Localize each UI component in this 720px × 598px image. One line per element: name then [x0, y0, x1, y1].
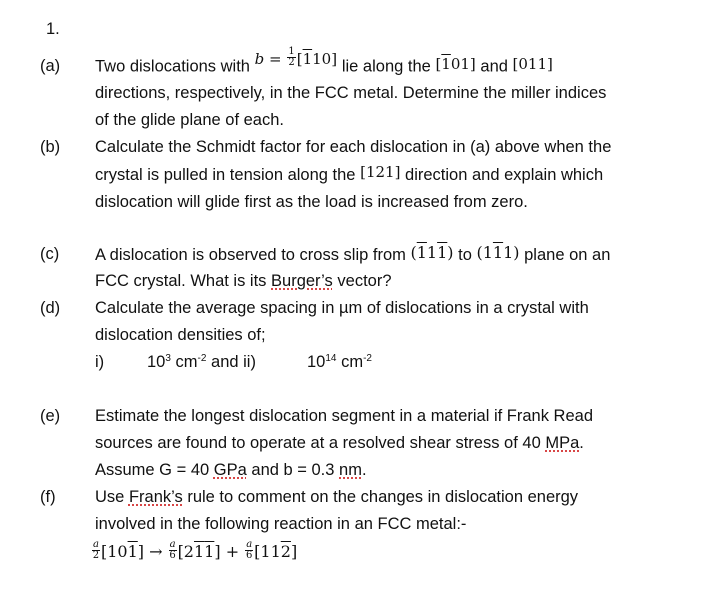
fraction-a-6: $\frac{a}{6}$	[245, 539, 253, 561]
part-c-text: vector?	[337, 272, 392, 290]
part-b-text: direction and explain which	[405, 166, 604, 184]
unit-nm: nm	[339, 461, 362, 479]
sub-label-i: i)	[95, 353, 105, 371]
fraction-numerator: 1	[288, 46, 295, 57]
plane-2: (111)	[476, 243, 520, 262]
b-symbol: b	[254, 49, 265, 68]
part-b-text: crystal is pulled in tension along the	[95, 166, 356, 184]
equals-sign: =	[268, 49, 282, 68]
part-e-text: Assume G = 40	[95, 461, 210, 479]
part-a-label: (a)	[40, 57, 61, 75]
part-b-line-1: Calculate the Schmidt factor for each dislocation in (a) above when the	[95, 138, 612, 156]
unit-gpa: GPa	[213, 461, 247, 479]
part-c-text: to	[458, 246, 472, 264]
part-a-line-3: of the glide plane of each.	[95, 111, 284, 129]
period: .	[361, 461, 367, 479]
part-b-line-2	[95, 163, 604, 185]
part-e-line-3	[95, 461, 367, 480]
density-1: $10^3$ $cm^{-2}$ and ii)	[147, 353, 256, 371]
unit-mpa: MPa	[545, 434, 580, 452]
fraction-a-6: $\frac{a}{6}$	[169, 539, 176, 561]
part-d-line-3	[95, 353, 372, 372]
fraction-denominator: 2	[288, 57, 295, 68]
arrow: →	[149, 542, 163, 561]
franks-word: Frank’s	[128, 488, 183, 506]
part-c-label: (c)	[40, 245, 60, 263]
part-a-line-2: directions, respectively, in the FCC metal. Determine the miller indices	[95, 84, 607, 102]
dislocation-reaction: $\frac{a}{2}$ [101] → $\frac{a}{6}$ [211] + $\frac{a}{6}$ [112]	[92, 539, 298, 561]
density-2: $10^{14}$ $cm^{-2}$	[307, 353, 372, 371]
plus-sign: +	[225, 542, 240, 561]
part-d-line-2: dislocation densities of;	[95, 326, 266, 344]
part-c-text: FCC crystal. What is its	[95, 272, 267, 290]
half-fraction	[287, 47, 295, 68]
burgers-word: Burger’s	[271, 272, 333, 290]
part-e-text: sources are found to operate at a resolved shear stress of 40	[95, 434, 541, 452]
direction-2: [011]	[512, 54, 553, 73]
part-a-text: Two dislocations with	[95, 57, 250, 76]
part-c-line-2	[95, 272, 392, 291]
part-f-text: rule to comment on the changes in dislocation energy	[187, 488, 579, 506]
part-f-text: Use	[95, 488, 125, 506]
period: .	[579, 434, 584, 452]
part-f-line-1	[95, 488, 578, 507]
part-e-label: (e)	[40, 407, 61, 425]
burgers-equation: b = $\frac{1}{2}$ [110]	[254, 46, 342, 68]
part-e-text: and b = 0.3	[251, 461, 335, 479]
part-c-text: A dislocation is observed to cross slip from	[95, 246, 406, 264]
part-e-line-1: Estimate the longest dislocation segment in a material if Frank Read	[95, 407, 593, 425]
part-b-line-3: dislocation will glide first as the load is increased from zero.	[95, 193, 528, 211]
question-number: 1.	[46, 20, 60, 38]
part-c-line-1	[95, 245, 610, 265]
part-b-label: (b)	[40, 138, 61, 156]
part-f-label: (f)	[40, 488, 56, 506]
part-e-line-2	[95, 434, 584, 453]
part-f-line-2: involved in the following reaction in an FCC metal:-	[95, 515, 467, 533]
plane-1: (111)	[410, 243, 454, 262]
part-d-label: (d)	[40, 299, 61, 317]
direction-1: [101]	[435, 54, 476, 73]
part-d-line-1: Calculate the average spacing in µm of dislocations in a crystal with	[95, 299, 589, 317]
part-a-text: and	[480, 57, 508, 76]
part-a-line-1	[95, 46, 553, 78]
fraction-a-2: $\frac{a}{2}$	[92, 539, 100, 561]
part-c-text: plane on an	[524, 246, 611, 264]
part-a-text: lie along the	[341, 57, 431, 76]
tension-direction: [121]	[360, 163, 401, 181]
